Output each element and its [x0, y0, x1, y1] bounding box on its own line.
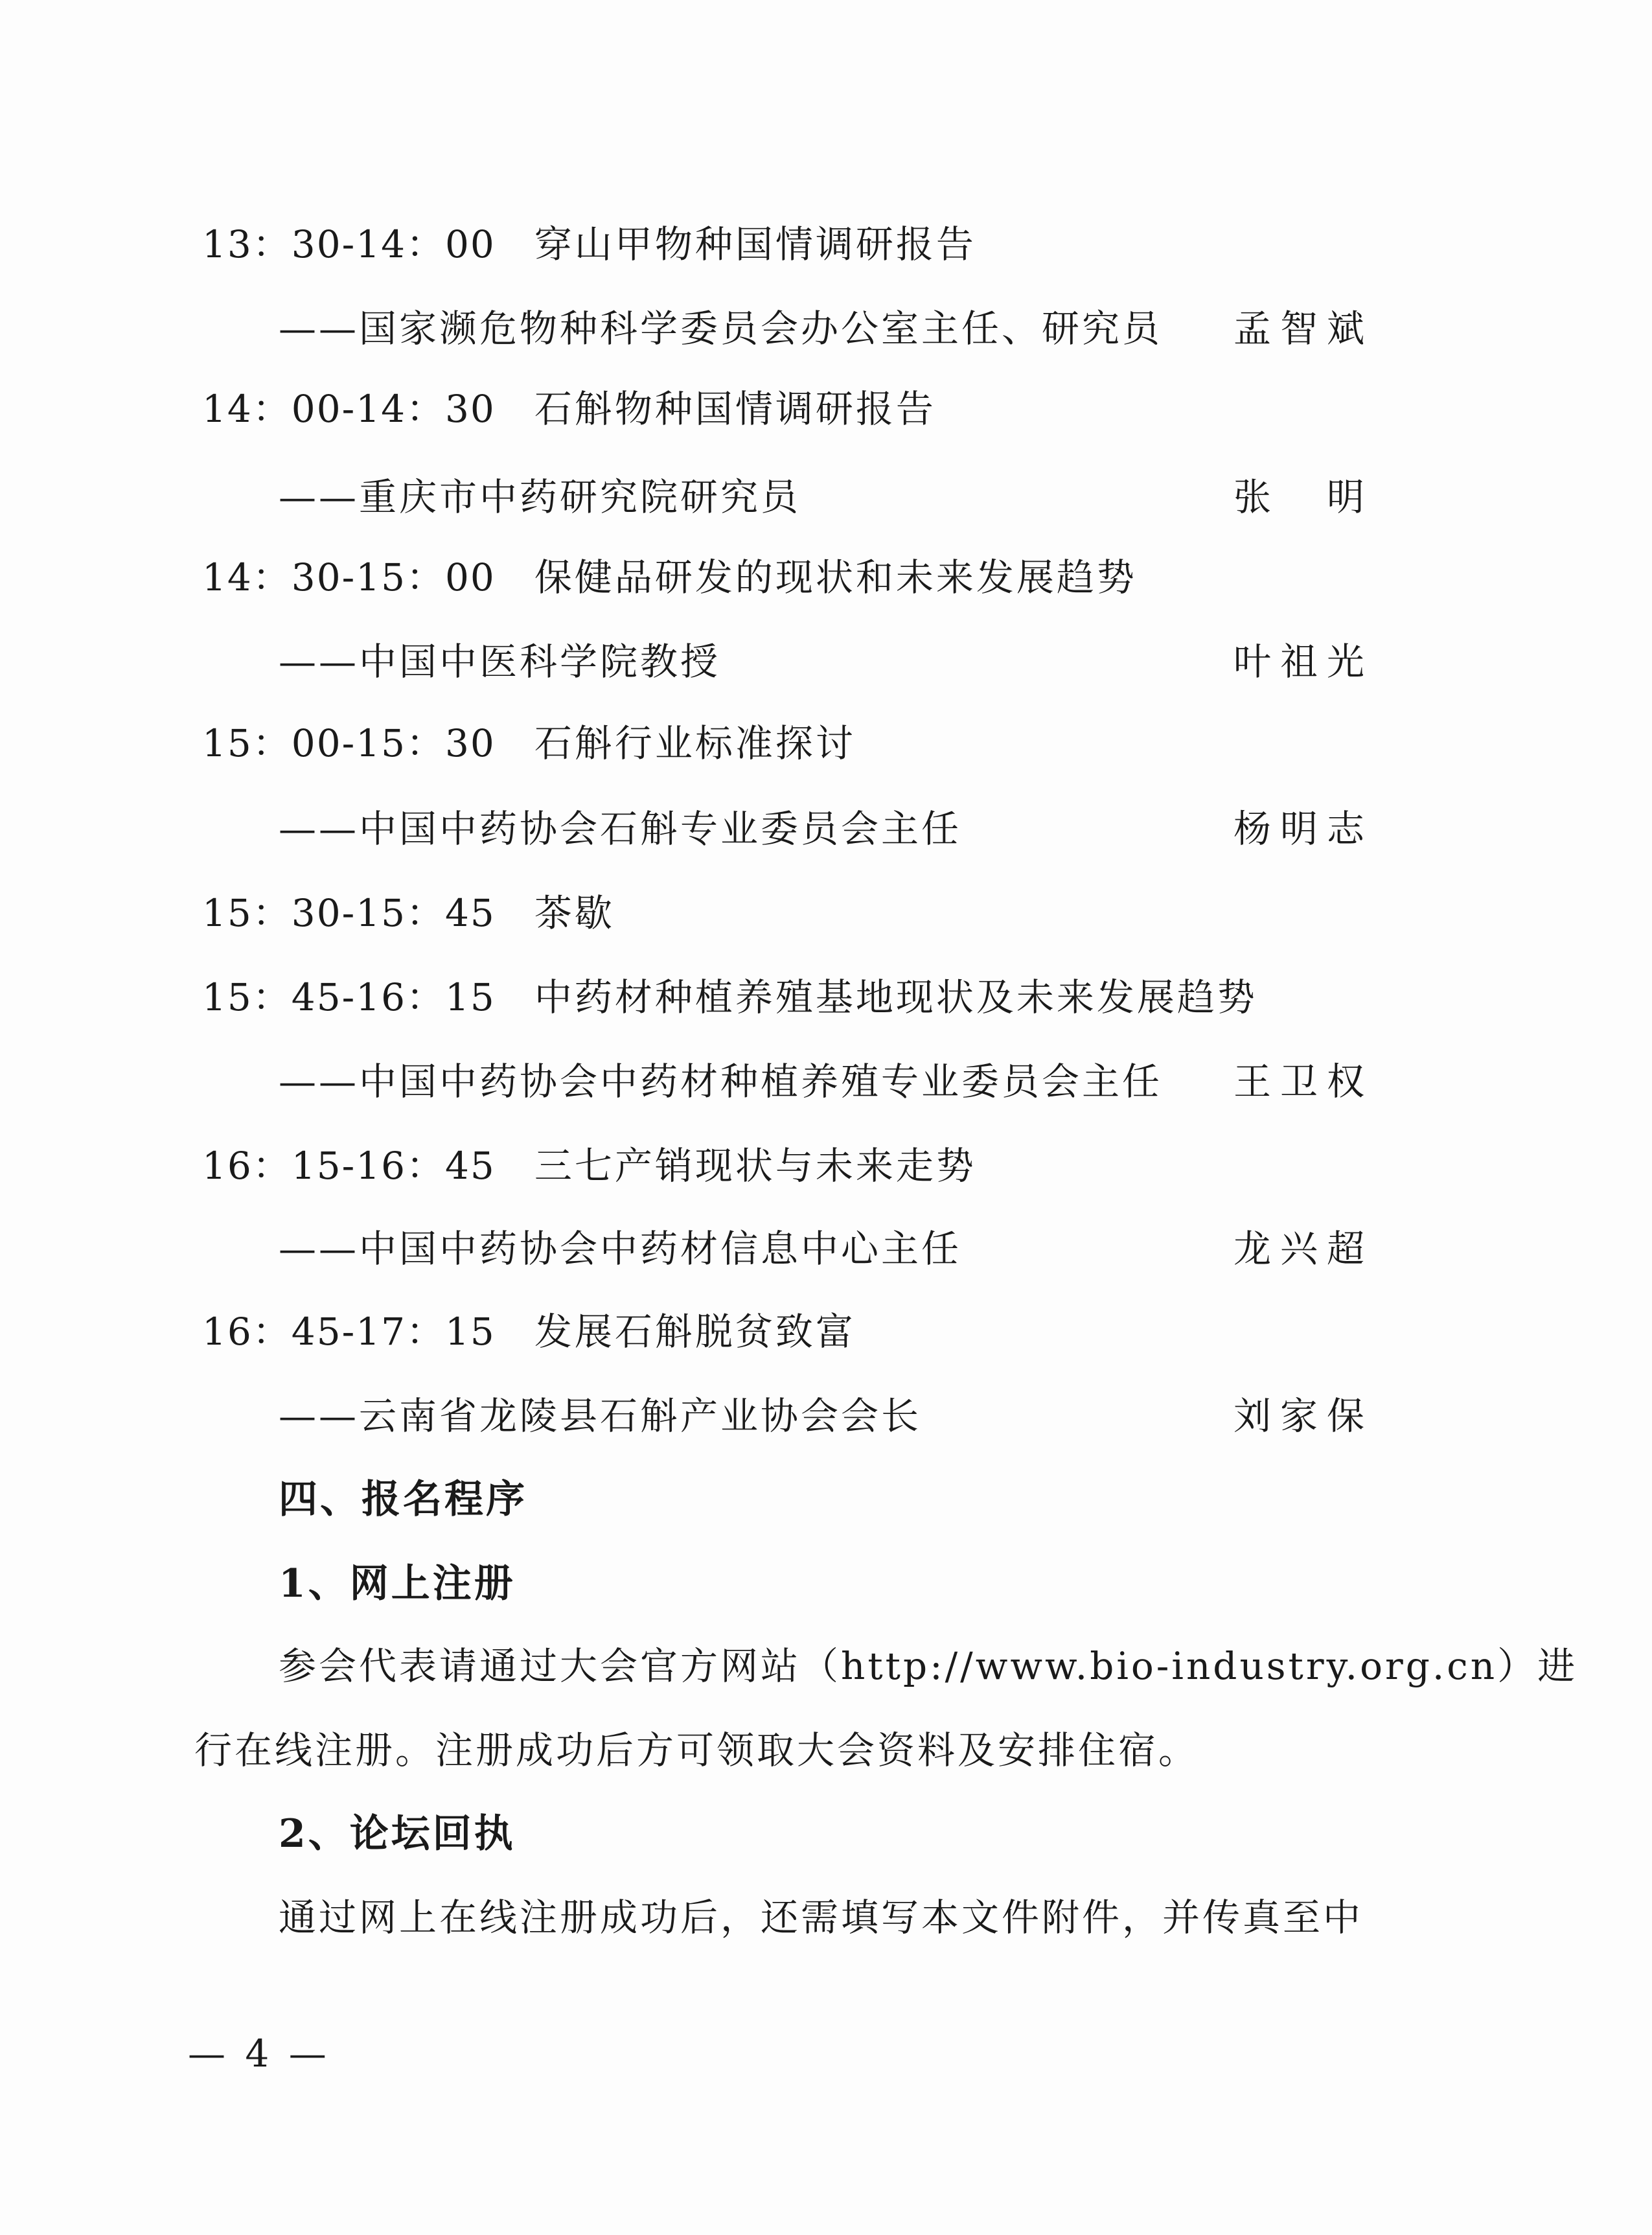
speaker-role: ——云南省龙陵县石斛产业协会会长 — [279, 1394, 922, 1438]
schedule-item — [202, 721, 856, 765]
paragraph-line: 行在线注册。注册成功后方可领取大会资料及安排住宿。 — [194, 1728, 1199, 1772]
schedule-time: 16：45-17：15 — [202, 1310, 496, 1354]
speaker-role: ——中国中医科学院教授 — [279, 640, 721, 684]
schedule-topic: 茶歇 — [534, 891, 615, 935]
schedule-time: 15：30-15：45 — [202, 891, 496, 935]
schedule-topic: 保健品研发的现状和未来发展趋势 — [534, 555, 1137, 599]
speaker-role: ——中国中药协会石斛专业委员会主任 — [279, 807, 962, 851]
schedule-item — [202, 1310, 856, 1354]
schedule-time: 14：30-15：00 — [202, 555, 496, 599]
speaker-name: 张 明 — [1233, 475, 1373, 519]
speaker-name: 龙兴超 — [1233, 1227, 1373, 1271]
paragraph-line: 通过网上在线注册成功后，还需填写本文件附件，并传真至中 — [279, 1895, 1364, 1940]
speaker-name: 王卫权 — [1233, 1060, 1373, 1104]
schedule-topic: 石斛物种国情调研报告 — [534, 387, 936, 431]
schedule-topic: 穿山甲物种国情调研报告 — [534, 222, 976, 266]
subsection-heading: 2、论坛回执 — [279, 1811, 516, 1857]
schedule-item — [202, 1144, 976, 1188]
schedule-time: 14：00-14：30 — [202, 387, 496, 431]
schedule-time: 15：45-16：15 — [202, 975, 496, 1019]
speaker-role: ——中国中药协会中药材信息中心主任 — [279, 1227, 962, 1271]
subsection-heading: 1、网上注册 — [279, 1561, 516, 1606]
schedule-time: 16：15-16：45 — [202, 1144, 496, 1188]
schedule-topic: 石斛行业标准探讨 — [534, 721, 856, 765]
section-heading: 四、报名程序 — [279, 1477, 527, 1522]
speaker-name: 孟智斌 — [1233, 307, 1373, 351]
schedule-topic: 三七产销现状与未来走势 — [534, 1144, 976, 1188]
speaker-name: 杨明志 — [1233, 807, 1373, 851]
speaker-role: ——中国中药协会中药材种植养殖专业委员会主任 — [279, 1060, 1163, 1104]
schedule-item — [202, 387, 936, 431]
schedule-time: 15：00-15：30 — [202, 721, 496, 765]
schedule-item — [202, 555, 1137, 599]
schedule-topic: 发展石斛脱贫致富 — [534, 1310, 856, 1354]
schedule-time: 13：30-14：00 — [202, 222, 496, 266]
schedule-item — [202, 975, 1257, 1019]
speaker-role: ——国家濒危物种科学委员会办公室主任、研究员 — [279, 307, 1163, 351]
schedule-item — [202, 222, 976, 266]
speaker-name: 叶祖光 — [1233, 640, 1373, 684]
page-number: — 4 — — [188, 2032, 330, 2076]
speaker-name: 刘家保 — [1233, 1394, 1373, 1438]
schedule-item — [202, 891, 615, 935]
speaker-role: ——重庆市中药研究院研究员 — [279, 475, 801, 519]
paragraph-line: 参会代表请通过大会官方网站（http://www.bio-industry.org.cn）进 — [279, 1644, 1578, 1688]
schedule-topic: 中药材种植养殖基地现状及未来发展趋势 — [534, 975, 1257, 1019]
